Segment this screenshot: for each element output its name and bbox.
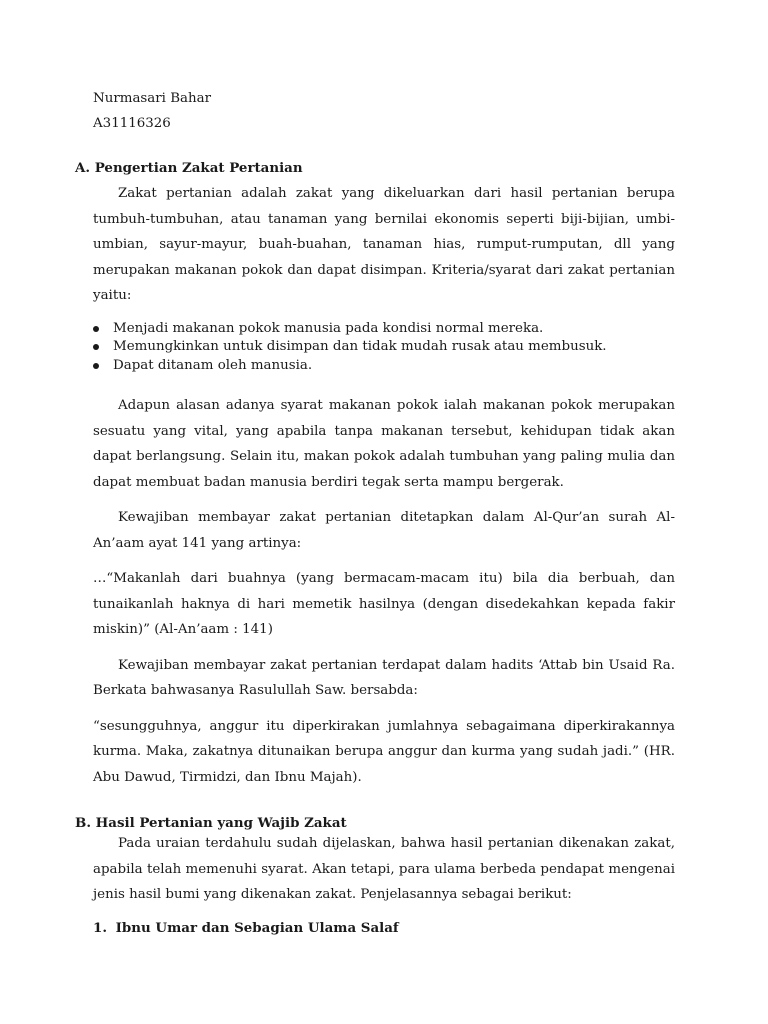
document-body [75,86,675,941]
bullet-icon [93,344,99,350]
list-item [93,357,675,376]
quran-intro: Kewajiban membayar zakat pertanian ditetapkan dalam Al-Qur’an surah Al-An’aam ayat 141 yang artinya: [93,510,675,551]
student-id: A31116326 [93,116,171,131]
bullet-icon [93,326,99,332]
section-b-intro: Pada uraian terdahulu sudah dijelaskan, bahwa hasil pertanian dikenakan zakat, apabila telah memenuhi syarat. Akan tetapi, para ulama berbeda pendapat mengenai jenis hasil bumi yang dikenakan zakat. Penjelasannya sebagai berikut: [93,836,675,902]
list-item [93,320,675,339]
criteria-text: Menjadi makanan pokok manusia pada kondisi normal mereka. [113,320,544,336]
section-a-intro: Zakat pertanian adalah zakat yang dikeluarkan dari hasil pertanian berupa tumbuh-tumbuhan, atau tanaman yang bernilai ekonomis seperti biji-bijian, umbi-umbian, sayur-mayur, buah-buahan, tanaman hias, rumput-rumputan, dll yang merupakan makanan pokok dan dapat disimpan. Kriteria/syarat dari zakat pertanian yaitu: [93,186,675,303]
quran-quote: …“Makanlah dari buahnya (yang bermacam-macam itu) bila dia berbuah, dan tunaikanlah haknya di hari memetik hasilnya (dengan disedekahkan kepada fakir miskin)” (Al-An’aam : 141) [93,571,675,637]
hadith-quote: “sesungguhnya, anggur itu diperkirakan jumlahnya sebagaimana diperkirakannya kurma. Maka, zakatnya ditunaikan berupa anggur dan kurma yang sudah jadi.” (HR. Abu Dawud, Tirmidzi, dan Ibnu Majah). [93,718,675,785]
reason-paragraph: Adapun alasan adanya syarat makanan pokok ialah makanan pokok merupakan sesuatu yang vital, yang apabila tanpa makanan tersebut, kehidupan tidak akan dapat berlangsung. Selain itu, makan pokok adalah tumbuhan yang paling mulia dan dapat membuat badan manusia berdiri tegak serta mampu bergerak. [93,398,675,490]
criteria-text: Memungkinkan untuk disimpan dan tidak mudah rusak atau membusuk. [113,339,607,354]
section-a-heading: A. Pengertian Zakat Pertanian [75,160,303,176]
section-b-heading: B. Hasil Pertanian yang Wajib Zakat [75,815,347,831]
subsection-heading [93,916,675,941]
criteria-text: Dapat ditanam oleh manusia. [113,357,313,373]
author-name: Nurmasari Bahar [93,91,212,106]
hadith-intro: Kewajiban membayar zakat pertanian terdapat dalam hadits ‘Attab bin Usaid Ra. Berkata bahwasanya Rasulullah Saw. bersabda: [93,657,675,698]
subsection-number: 1. [93,919,107,936]
subsection-title: Ibnu Umar dan Sebagian Ulama Salaf [115,919,399,936]
list-item [93,338,675,357]
bullet-icon [93,363,99,369]
criteria-list [93,320,675,376]
